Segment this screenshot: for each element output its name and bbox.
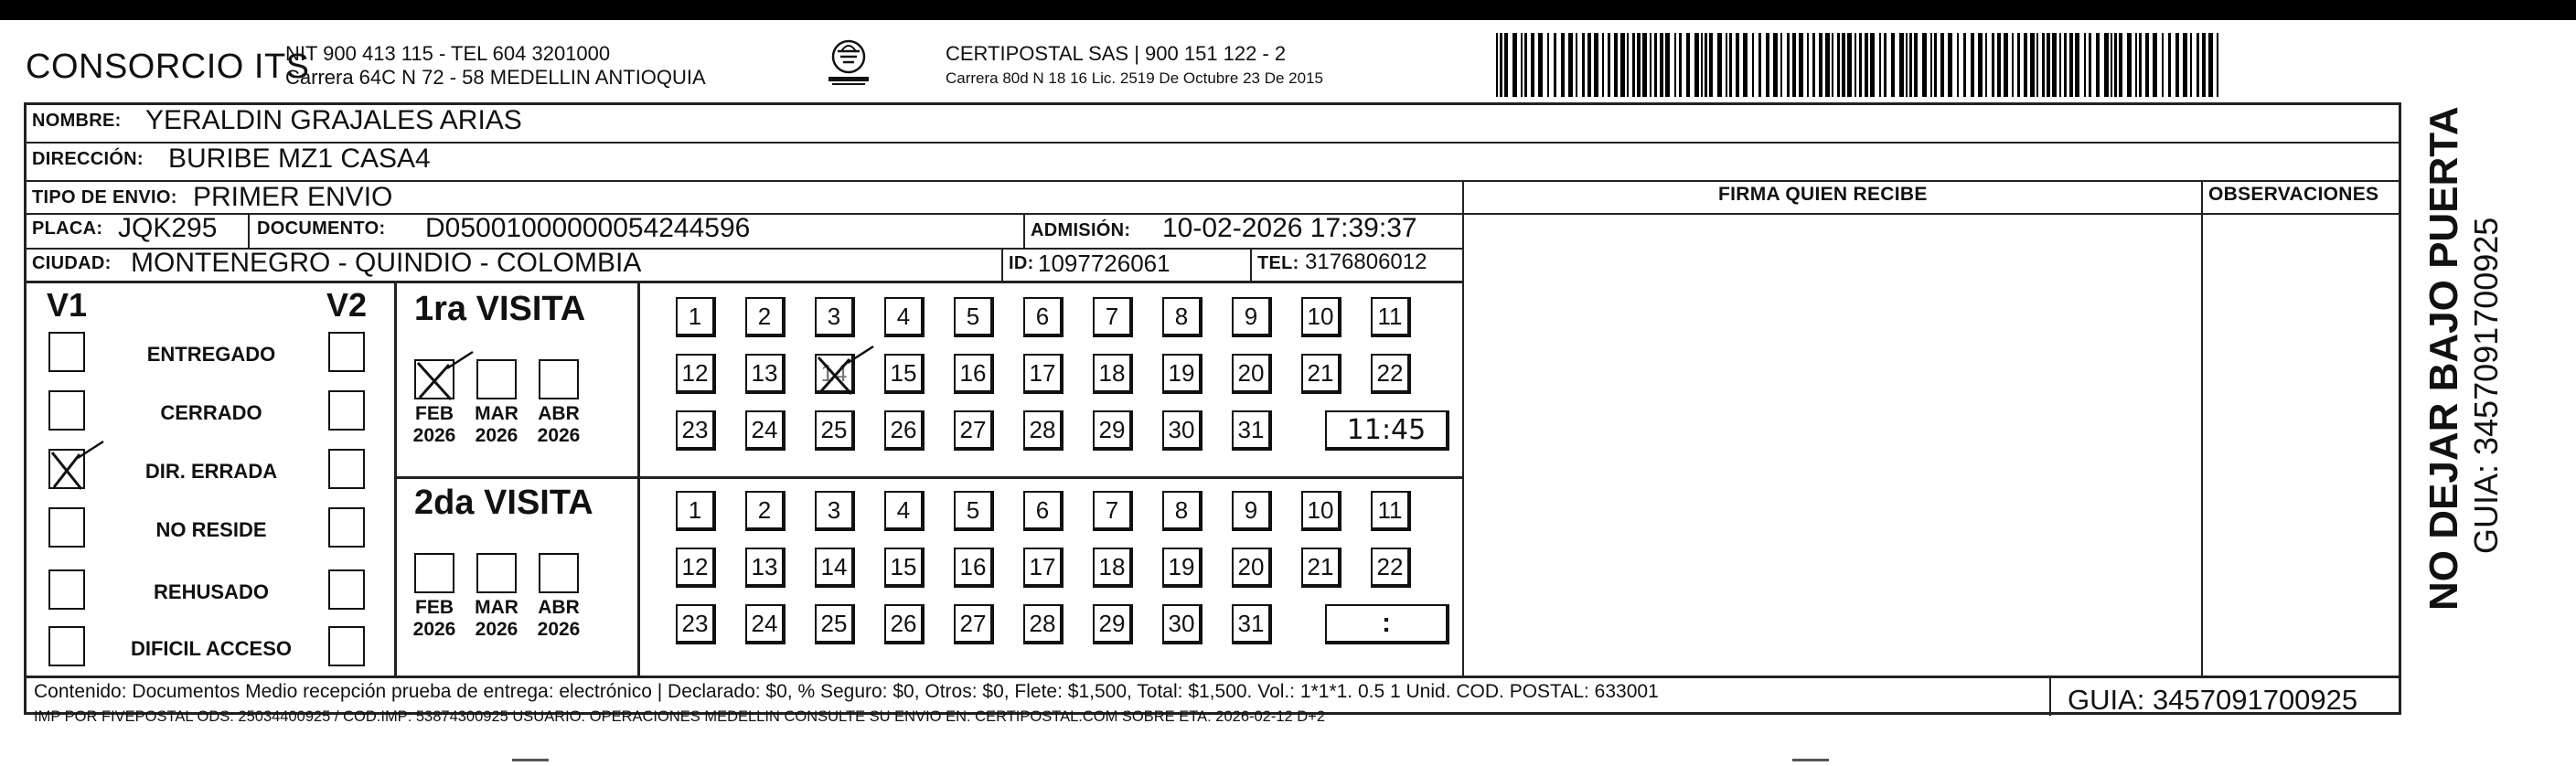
day-box[interactable]: 3 bbox=[815, 491, 855, 531]
placa-label: PLACA: bbox=[32, 218, 103, 239]
day-box[interactable]: 14 bbox=[815, 548, 855, 588]
month-label: ABR 2026 bbox=[537, 597, 581, 640]
v1-header: V1 bbox=[47, 286, 88, 324]
guia-box: GUIA: 3457091700925 bbox=[2068, 684, 2358, 716]
v2-checkbox[interactable] bbox=[328, 569, 365, 610]
footer-content-line: Contenido: Documentos Medio recepción prueba de entrega: electrónico | Declarado: $0, % Seguro: $0, Otros: $0, Flete: $1,500, Total: $1,500. Vol.: 1*1*1. 0.5 1 Unid. COD. POSTAL: 633001 bbox=[34, 681, 1659, 702]
day-box[interactable]: 20 bbox=[1232, 548, 1272, 588]
day-box[interactable]: 3 bbox=[815, 297, 855, 337]
day-box[interactable]: 22 bbox=[1371, 354, 1411, 394]
day-box[interactable]: 6 bbox=[1023, 491, 1064, 531]
admision-value: 10-02-2026 17:39:37 bbox=[1162, 213, 1417, 243]
day-box[interactable]: 11 bbox=[1371, 491, 1411, 531]
documento-value: D05001000000054244596 bbox=[425, 213, 751, 243]
day-box[interactable]: 7 bbox=[1093, 297, 1133, 337]
day-box[interactable]: 16 bbox=[954, 354, 994, 394]
handwritten-check-mark-icon bbox=[815, 345, 877, 399]
delivery-form bbox=[24, 102, 2401, 725]
visit-time-field[interactable]: 11:45 bbox=[1325, 410, 1449, 451]
day-box[interactable]: 17 bbox=[1023, 354, 1064, 394]
day-box[interactable]: 8 bbox=[1162, 491, 1202, 531]
visit-title: 1ra VISITA bbox=[414, 290, 586, 328]
direccion-label: DIRECCIÓN: bbox=[32, 149, 144, 169]
day-box[interactable]: 21 bbox=[1301, 354, 1341, 394]
status-label: DIR. ERRADA bbox=[144, 460, 278, 483]
barcode bbox=[1496, 33, 2224, 97]
v1-checkbox[interactable] bbox=[48, 569, 85, 610]
visit-time-field[interactable]: : bbox=[1325, 604, 1449, 644]
nombre-value: YERALDIN GRAJALES ARIAS bbox=[145, 105, 522, 135]
day-box[interactable]: 9 bbox=[1232, 297, 1272, 337]
carrier-license-line: Carrera 80d N 18 16 Lic. 2519 De Octubre 23 De 2015 bbox=[946, 69, 1323, 87]
day-box[interactable]: 29 bbox=[1093, 604, 1133, 644]
month-checkbox[interactable] bbox=[414, 553, 454, 593]
day-box[interactable]: 30 bbox=[1162, 604, 1202, 644]
day-box[interactable]: 18 bbox=[1093, 354, 1133, 394]
day-box[interactable]: 25 bbox=[815, 410, 855, 451]
tel-value: 3176806012 bbox=[1305, 250, 1427, 274]
status-label: CERRADO bbox=[160, 401, 262, 424]
day-box[interactable]: 11 bbox=[1371, 297, 1411, 337]
day-box[interactable]: 10 bbox=[1301, 297, 1341, 337]
v1-checkbox[interactable] bbox=[48, 449, 85, 489]
day-box[interactable]: 19 bbox=[1162, 354, 1202, 394]
day-box[interactable]: 27 bbox=[954, 410, 994, 451]
day-box[interactable]: 6 bbox=[1023, 297, 1064, 337]
day-box[interactable]: 2 bbox=[745, 491, 786, 531]
status-label: DIFICIL ACCESO bbox=[130, 637, 292, 660]
day-box[interactable]: 23 bbox=[676, 604, 716, 644]
day-box[interactable]: 31 bbox=[1232, 410, 1272, 451]
placa-value: JQK295 bbox=[118, 213, 218, 243]
v1-checkbox[interactable] bbox=[48, 507, 85, 548]
day-box[interactable]: 16 bbox=[954, 548, 994, 588]
month-checkbox[interactable] bbox=[539, 553, 579, 593]
v2-checkbox[interactable] bbox=[328, 507, 365, 548]
ciudad-label: CIUDAD: bbox=[32, 253, 112, 273]
day-box[interactable]: 5 bbox=[954, 491, 994, 531]
day-box[interactable]: 19 bbox=[1162, 548, 1202, 588]
ciudad-value: MONTENEGRO - QUINDIO - COLOMBIA bbox=[131, 248, 642, 278]
day-box[interactable]: 23 bbox=[676, 410, 716, 451]
day-box[interactable]: 18 bbox=[1093, 548, 1133, 588]
certipostal-logo-icon bbox=[825, 38, 872, 88]
day-box[interactable]: 5 bbox=[954, 297, 994, 337]
day-box[interactable]: 2 bbox=[745, 297, 786, 337]
visit-title: 2da VISITA bbox=[414, 484, 593, 522]
month-label: MAR 2026 bbox=[475, 597, 518, 640]
tipo-envio-value: PRIMER ENVIO bbox=[193, 182, 393, 212]
month-checkbox[interactable] bbox=[476, 359, 517, 399]
brand-name: CONSORCIO ITS bbox=[26, 48, 310, 86]
month-label: ABR 2026 bbox=[537, 403, 581, 446]
cut-mark bbox=[1792, 759, 1829, 761]
nombre-label: NOMBRE: bbox=[32, 111, 122, 131]
day-box[interactable]: 8 bbox=[1162, 297, 1202, 337]
day-box[interactable]: 24 bbox=[745, 410, 786, 451]
day-box[interactable]: 28 bbox=[1023, 410, 1064, 451]
direccion-value: BURIBE MZ1 CASA4 bbox=[168, 144, 431, 174]
day-box[interactable]: 4 bbox=[884, 491, 925, 531]
day-box[interactable]: 26 bbox=[884, 410, 925, 451]
day-box[interactable]: 27 bbox=[954, 604, 994, 644]
documento-label: DOCUMENTO: bbox=[257, 218, 386, 239]
carrier-line: CERTIPOSTAL SAS | 900 151 122 - 2 bbox=[946, 42, 1287, 65]
day-box[interactable]: 17 bbox=[1023, 548, 1064, 588]
firma-header: FIRMA QUIEN RECIBE bbox=[1718, 184, 1928, 205]
observaciones-header: OBSERVACIONES bbox=[2208, 184, 2379, 205]
footer-imp-line: IMP POR FIVEPOSTAL ODS: 25034400925 / COD.IMP: 53874300925 USUARIO: OPERACIONES MEDELLIN CONSULTE SU ENVIO EN: CERTIPOSTAL.COM SOBRE ETA: 2026-02-12 D+2 bbox=[34, 708, 1326, 725]
v1-checkbox[interactable] bbox=[48, 332, 85, 372]
side-warning: NO DEJAR BAJO PUERTA bbox=[2421, 106, 2466, 611]
day-box[interactable]: 12 bbox=[676, 548, 716, 588]
day-box[interactable]: 7 bbox=[1093, 491, 1133, 531]
day-box[interactable]: 12 bbox=[676, 354, 716, 394]
v2-checkbox[interactable] bbox=[328, 449, 365, 489]
day-box[interactable]: 24 bbox=[745, 604, 786, 644]
id-value: 1097726061 bbox=[1038, 250, 1170, 277]
v2-checkbox[interactable] bbox=[328, 332, 365, 372]
side-guia: GUIA: 3457091700925 bbox=[2467, 217, 2505, 554]
v2-header: V2 bbox=[326, 286, 368, 324]
handwritten-check-mark-icon bbox=[414, 350, 476, 405]
day-box[interactable]: 26 bbox=[884, 604, 925, 644]
v2-checkbox[interactable] bbox=[328, 390, 365, 431]
day-box[interactable]: 30 bbox=[1162, 410, 1202, 451]
month-checkbox[interactable] bbox=[476, 553, 517, 593]
day-box[interactable]: 21 bbox=[1301, 548, 1341, 588]
admision-label: ADMISIÓN: bbox=[1031, 220, 1131, 240]
status-label: ENTREGADO bbox=[146, 343, 276, 366]
day-box[interactable]: 15 bbox=[884, 354, 925, 394]
day-box[interactable]: 20 bbox=[1232, 354, 1272, 394]
day-box[interactable]: 14 bbox=[815, 354, 855, 394]
day-box[interactable]: 22 bbox=[1371, 548, 1411, 588]
day-box[interactable]: 9 bbox=[1232, 491, 1272, 531]
day-box[interactable]: 28 bbox=[1023, 604, 1064, 644]
day-box[interactable]: 4 bbox=[884, 297, 925, 337]
day-box[interactable]: 1 bbox=[676, 491, 716, 531]
month-checkbox[interactable] bbox=[539, 359, 579, 399]
cut-mark bbox=[512, 759, 549, 761]
address-line: Carrera 64C N 72 - 58 MEDELLIN ANTIOQUIA bbox=[285, 66, 706, 89]
month-label: MAR 2026 bbox=[475, 403, 518, 446]
day-box[interactable]: 15 bbox=[884, 548, 925, 588]
handwritten-check-mark-icon bbox=[48, 440, 107, 495]
id-label: ID: bbox=[1009, 253, 1034, 273]
top-border-bar bbox=[0, 0, 2576, 20]
day-box[interactable]: 25 bbox=[815, 604, 855, 644]
status-label: REHUSADO bbox=[154, 580, 269, 603]
day-box[interactable]: 1 bbox=[676, 297, 716, 337]
month-checkbox[interactable] bbox=[414, 359, 454, 399]
day-box[interactable]: 13 bbox=[745, 548, 786, 588]
nit-line: NIT 900 413 115 - TEL 604 3201000 bbox=[285, 42, 611, 65]
status-label: NO RESIDE bbox=[155, 518, 267, 541]
v2-checkbox[interactable] bbox=[328, 626, 365, 666]
tipo-envio-label: TIPO DE ENVIO: bbox=[32, 187, 177, 207]
day-box[interactable]: 31 bbox=[1232, 604, 1272, 644]
v1-checkbox[interactable] bbox=[48, 626, 85, 666]
day-box[interactable]: 29 bbox=[1093, 410, 1133, 451]
tel-label: TEL: bbox=[1257, 253, 1299, 273]
month-label: FEB 2026 bbox=[412, 403, 456, 446]
month-label: FEB 2026 bbox=[412, 597, 456, 640]
day-box[interactable]: 10 bbox=[1301, 491, 1341, 531]
day-box[interactable]: 13 bbox=[745, 354, 786, 394]
v1-checkbox[interactable] bbox=[48, 390, 85, 431]
